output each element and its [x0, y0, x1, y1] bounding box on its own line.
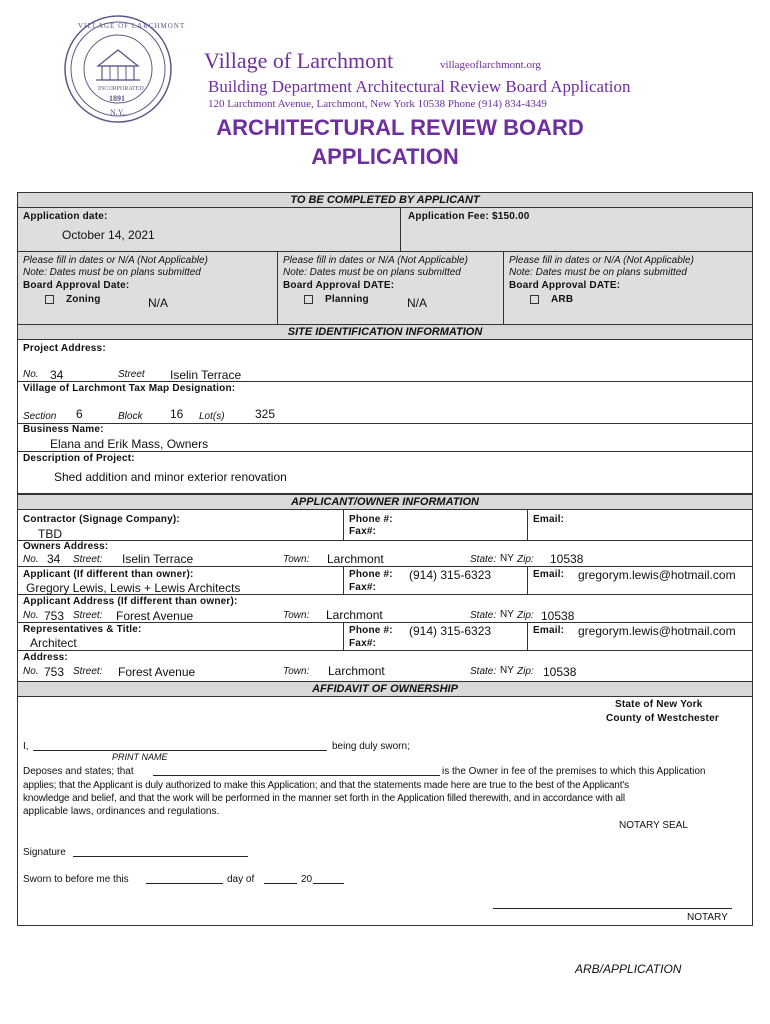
sworn-month-line[interactable] [264, 883, 297, 884]
town-label: Town: [283, 666, 310, 677]
board-approval-label: Board Approval DATE: [283, 280, 395, 291]
address-line: 120 Larchmont Avenue, Larchmont, New York 10538 Phone (914) 834-4349 [208, 98, 547, 110]
zip-label: Zip: [517, 666, 534, 677]
applicant-address-label: Applicant Address (If different than owner): [23, 596, 238, 607]
fax-label: Fax#: [349, 526, 377, 537]
no-label: No. [23, 610, 39, 621]
email-label: Email: [533, 569, 565, 580]
applicant-phone-field[interactable]: (914) 315-6323 [409, 568, 492, 582]
divider [503, 251, 504, 325]
rep-email-field[interactable]: gregorym.lewis@hotmail.com [578, 624, 736, 638]
state-heading: State of New York [615, 699, 703, 710]
affidavit-body-line2: knowledge and belief, and that the work will be performed in the manner set forth in the Application filled therewith, and in accordance with all [23, 793, 625, 804]
street-label: Street: [73, 610, 103, 621]
note-line2: Note: Dates must be on plans submitted [283, 267, 461, 278]
board-approval-label: Board Approval Date: [23, 280, 130, 291]
business-name-label: Business Name: [23, 424, 104, 435]
seal-year: 1891 [109, 94, 125, 103]
divider [527, 509, 528, 540]
department-line: Building Department Architectural Review Board Application [208, 77, 631, 96]
arb-checkbox[interactable] [530, 294, 573, 305]
deposes-label: Deposes and states; that [23, 766, 134, 777]
board-approval-label: Board Approval DATE: [509, 280, 621, 291]
sworn-year-line[interactable] [313, 883, 344, 884]
block-field[interactable]: 16 [170, 407, 184, 421]
applicant-no-field[interactable]: 753 [44, 609, 65, 623]
street-label: Street [118, 369, 145, 380]
affidavit-body-line3: applicable laws, ordinances and regulations. [23, 806, 220, 817]
checkbox-icon[interactable] [530, 295, 539, 304]
print-name-line[interactable] [33, 750, 327, 751]
block-label: Block [118, 411, 143, 422]
sworn-label: Sworn to before me this [23, 874, 129, 885]
no-label: No. [23, 369, 39, 380]
street-label: Street: [73, 666, 103, 677]
owner-zip-field[interactable]: 10538 [550, 552, 584, 566]
section-owner-header: APPLICANT/OWNER INFORMATION [17, 494, 753, 510]
being-sworn: being duly sworn; [332, 741, 410, 752]
affidavit-body-line1: applies; that the Applicant is duly authorized to make this Application; and that the statements made here are true to the best of the Applicant's [23, 780, 629, 791]
website: villageoflarchmont.org [440, 59, 541, 71]
phone-label: Phone #: [349, 569, 393, 580]
zoning-checkbox[interactable] [45, 294, 101, 305]
owner-fee-text: is the Owner in fee of the premises to which this Application [442, 766, 706, 777]
town-label: Town: [283, 610, 310, 621]
note-line1: Please fill in dates or N/A (Not Applicable) [23, 255, 208, 266]
planning-checkbox[interactable] [304, 294, 369, 305]
owner-state-field[interactable]: NY [500, 553, 514, 564]
contractor-field[interactable]: TBD [38, 527, 62, 541]
application-date-field[interactable]: October 14, 2021 [62, 228, 155, 242]
project-address-label: Project Address: [23, 343, 106, 354]
applicant-town-field[interactable]: Larchmont [326, 608, 383, 622]
applicant-label: Applicant (If different than owner): [23, 569, 194, 580]
applicant-street-field[interactable]: Forest Avenue [116, 609, 194, 623]
lot-field[interactable]: 325 [255, 407, 276, 421]
business-name-field[interactable]: Elana and Erik Mass, Owners [50, 437, 209, 451]
divider [17, 566, 753, 567]
applicant-state-field[interactable]: NY [500, 609, 514, 620]
divider [527, 566, 528, 594]
representatives-label: Representatives & Title: [23, 624, 142, 635]
email-label: Email: [533, 625, 565, 636]
contractor-label: Contractor (Signage Company): [23, 514, 180, 525]
divider [527, 622, 528, 650]
section-field[interactable]: 6 [76, 407, 83, 421]
checkbox-icon[interactable] [304, 295, 313, 304]
owner-street-field[interactable]: Iselin Terrace [122, 552, 194, 566]
divider [17, 540, 753, 541]
zoning-date-field[interactable]: N/A [148, 296, 169, 310]
seal-top-text: VILLAGE OF LARCHMONT [78, 22, 186, 30]
org-name: Village of Larchmont [204, 48, 394, 73]
rep-zip-field[interactable]: 10538 [543, 665, 577, 679]
seal-incorporated: INCORPORATED [98, 86, 144, 92]
state-label: State: [470, 554, 497, 565]
owner-name-line[interactable] [153, 775, 440, 776]
print-name-caption: PRINT NAME [112, 752, 168, 762]
state-label: State: [470, 666, 497, 677]
application-date-label: Application date: [23, 211, 108, 222]
rep-state-field[interactable]: NY [500, 665, 514, 676]
sworn-day-line[interactable] [146, 883, 223, 884]
rep-town-field[interactable]: Larchmont [328, 664, 385, 678]
divider [17, 423, 753, 424]
divider [277, 251, 278, 325]
owner-town-field[interactable]: Larchmont [327, 552, 384, 566]
form-code: ARB/APPLICATION [575, 962, 682, 976]
note-line1: Please fill in dates or N/A (Not Applicable) [283, 255, 468, 266]
rep-no-field[interactable]: 753 [44, 665, 65, 679]
email-label: Email: [533, 514, 565, 525]
address-label: Address: [23, 652, 68, 663]
tax-map-label: Village of Larchmont Tax Map Designation: [23, 383, 236, 394]
town-label: Town: [283, 554, 310, 565]
divider [17, 381, 753, 382]
notary-signature-line[interactable] [493, 908, 732, 909]
county-heading: County of Westchester [606, 713, 719, 724]
signature-label: Signature [23, 847, 66, 858]
section-applicant-header: TO BE COMPLETED BY APPLICANT [17, 192, 753, 208]
divider [17, 451, 753, 452]
description-label: Description of Project: [23, 453, 135, 464]
rep-phone-field[interactable]: (914) 315-6323 [409, 624, 492, 638]
application-block [17, 207, 753, 325]
representative-field[interactable]: Architect [30, 636, 77, 650]
zip-label: Zip: [517, 554, 534, 565]
rep-street-field[interactable]: Forest Avenue [118, 665, 196, 679]
project-street-field[interactable]: Iselin Terrace [170, 368, 242, 382]
note-line1: Please fill in dates or N/A (Not Applicable) [509, 255, 694, 266]
note-line2: Note: Dates must be on plans submitted [23, 267, 201, 278]
notary-seal-label: NOTARY SEAL [619, 820, 688, 831]
zip-label: Zip: [517, 610, 534, 621]
application-fee: Application Fee: $150.00 [408, 211, 530, 222]
owners-address-label: Owners Address: [23, 541, 109, 552]
street-label: Street: [73, 554, 103, 565]
project-no-field[interactable]: 34 [50, 368, 64, 382]
applicant-zip-field[interactable]: 10538 [541, 609, 575, 623]
divider [343, 622, 344, 650]
i-label: I, [23, 741, 29, 752]
section-label: Section [23, 411, 57, 422]
section-site-header: SITE IDENTIFICATION INFORMATION [17, 324, 753, 340]
planning-label: Planning [325, 294, 369, 305]
planning-date-field[interactable]: N/A [407, 296, 428, 310]
no-label: No. [23, 554, 39, 565]
signature-line[interactable] [73, 856, 248, 857]
divider [17, 650, 753, 651]
applicant-email-field[interactable]: gregorym.lewis@hotmail.com [578, 568, 736, 582]
no-label: No. [23, 666, 39, 677]
divider [343, 566, 344, 594]
form-title-line2: APPLICATION [311, 144, 459, 169]
checkbox-icon[interactable] [45, 295, 54, 304]
phone-label: Phone #: [349, 514, 393, 525]
form-title-line1: ARCHITECTURAL REVIEW BOARD [216, 115, 584, 140]
state-label: State: [470, 610, 497, 621]
seal-bottom: N.Y. [110, 108, 125, 117]
description-field[interactable]: Shed addition and minor exterior renovation [54, 470, 287, 484]
zoning-label: Zoning [66, 294, 101, 305]
owner-no-field[interactable]: 34 [47, 552, 61, 566]
section-affidavit-header: AFFIDAVIT OF OWNERSHIP [17, 681, 753, 697]
applicant-field[interactable]: Gregory Lewis, Lewis + Lewis Architects [26, 581, 241, 595]
phone-label: Phone #: [349, 625, 393, 636]
arb-label: ARB [551, 294, 574, 305]
fax-label: Fax#: [349, 582, 377, 593]
day-of-label: day of [227, 874, 255, 885]
fax-label: Fax#: [349, 638, 377, 649]
lot-label: Lot(s) [199, 411, 225, 422]
divider [17, 251, 753, 252]
divider [400, 207, 401, 252]
year-prefix: 20 [301, 874, 313, 885]
divider [343, 509, 344, 540]
note-line2: Note: Dates must be on plans submitted [509, 267, 687, 278]
notary-label: NOTARY [687, 912, 728, 923]
